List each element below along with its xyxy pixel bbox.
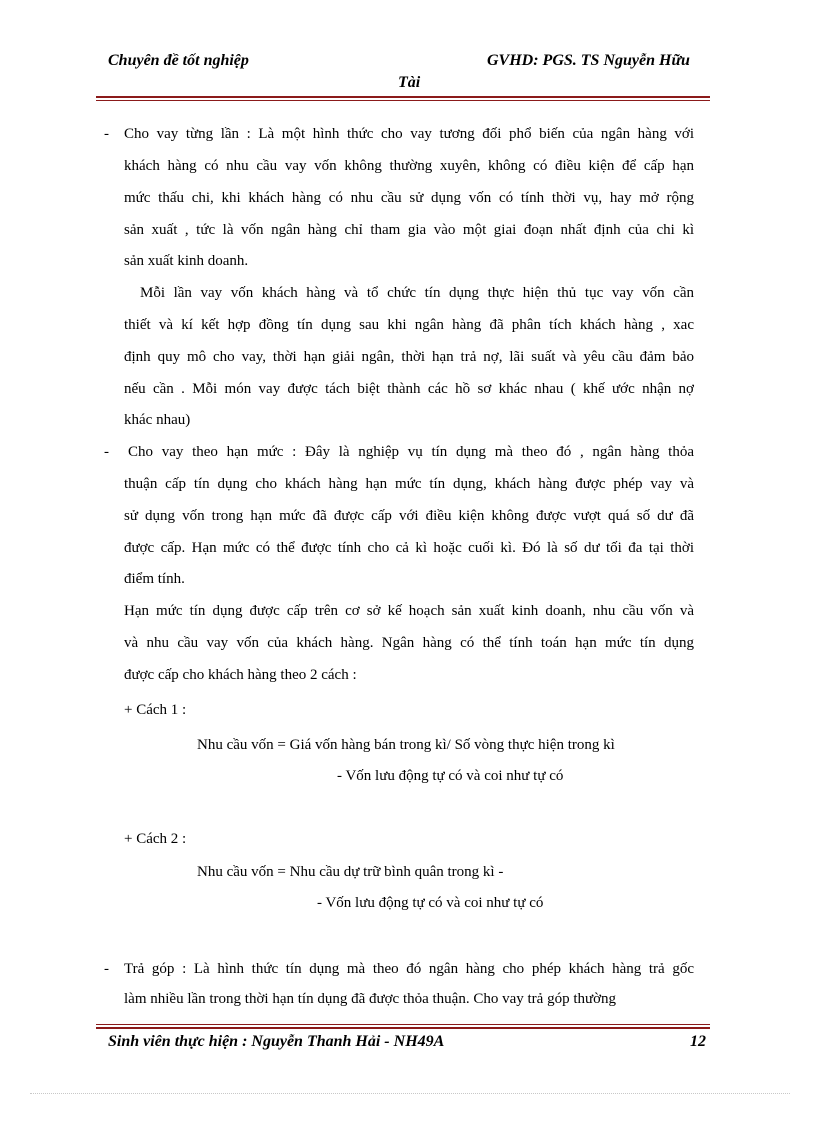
text-line: được cấp cho khách hàng theo 2 cách : — [124, 667, 357, 683]
text-line: điểm tính. — [124, 571, 185, 587]
header-rule-thin — [96, 100, 710, 101]
text-line: sản xuất kinh doanh. — [124, 253, 249, 269]
header-advisor: GVHD: PGS. TS Nguyễn Hữu — [487, 52, 690, 69]
text-line: khách hàng có nhu cầu vay vốn không thường xuyên, không có điều kiện để cấp hạn — [124, 158, 694, 174]
bullet-dash: - — [104, 961, 109, 977]
text-line: sử dụng vốn trong hạn mức đã được cấp với điều kiện không được vượt quá số dư đã — [124, 508, 694, 524]
text-line: mức thấu chi, khi khách hàng có nhu cầu sử dụng vốn có tính thời vụ, hay mở rộng — [124, 190, 694, 206]
method-2-formula-cont: - Vốn lưu động tự có và coi như tự có — [317, 895, 544, 911]
header-advisor-continued: Tài — [398, 74, 421, 91]
method-2-formula: Nhu cầu vốn = Nhu cầu dự trữ bình quân trong kì - — [197, 864, 504, 880]
text-line: nếu cần . Mỗi món vay được tách biệt thành các hồ sơ khác nhau ( khế ước nhận nợ — [124, 381, 694, 397]
header-title: Chuyên đề tốt nghiệp — [108, 52, 249, 69]
text-line: thiết và kí kết hợp đồng tín dụng sau khi ngân hàng đã phân tích khách hàng , xac — [124, 317, 694, 333]
text-line: làm nhiều lần trong thời hạn tín dụng đã được thỏa thuận. Cho vay trả góp thường — [124, 991, 617, 1007]
method-1-formula: Nhu cầu vốn = Giá vốn hàng bán trong kì/ Số vòng thực hiện trong kì — [197, 737, 615, 753]
method-1-label: + Cách 1 : — [124, 702, 187, 718]
text-line: Cho vay theo hạn mức : Đây là nghiệp vụ tín dụng mà theo đó , ngân hàng thỏa — [128, 444, 694, 460]
text-line: Hạn mức tín dụng được cấp trên cơ sở kế hoạch sản xuất kinh doanh, nhu cầu vốn và — [124, 603, 694, 619]
text-line: khác nhau) — [124, 412, 191, 428]
text-line: được cấp. Hạn mức có thể được tính cho cả kì hoặc cuối kì. Đó là số dư tối đa tại thời — [124, 540, 694, 556]
page-number: 12 — [690, 1033, 706, 1050]
text-line: sản xuất , tức là vốn ngân hàng chỉ tham gia vào một giai đoạn nhất định của chi kì — [124, 222, 694, 238]
text-line: Cho vay từng lần : Là một hình thức cho vay tương đối phổ biến của ngân hàng với — [124, 126, 694, 142]
method-2-label: + Cách 2 : — [124, 831, 187, 847]
text-line: và nhu cầu vay vốn của khách hàng. Ngân hàng có thể tính toán hạn mức tín dụng — [124, 635, 694, 651]
text-line: định quy mô cho vay, thời hạn giải ngân, thời hạn trả nợ, lãi suất và yêu cầu đảm bảo — [124, 349, 694, 365]
footer-author: Sinh viên thực hiện : Nguyễn Thanh Hải - NH49A — [108, 1033, 445, 1050]
page-bottom-divider — [30, 1093, 790, 1094]
bullet-dash: - — [104, 444, 109, 460]
text-line: thuận cấp tín dụng cho khách hàng hạn mức tín dụng, khách hàng được phép vay và — [124, 476, 694, 492]
bullet-dash: - — [104, 126, 109, 142]
text-line: Mỗi lần vay vốn khách hàng và tổ chức tín dụng thực hiện thủ tục vay vốn cần — [140, 285, 694, 301]
footer-rule-thick — [96, 1027, 710, 1029]
header-rule-thick — [96, 96, 710, 98]
footer-rule-thin — [96, 1024, 710, 1025]
text-line: Trả góp : Là hình thức tín dụng mà theo đó ngân hàng cho phép khách hàng trả gốc — [124, 961, 694, 977]
method-1-formula-cont: - Vốn lưu động tự có và coi như tự có — [337, 768, 564, 784]
